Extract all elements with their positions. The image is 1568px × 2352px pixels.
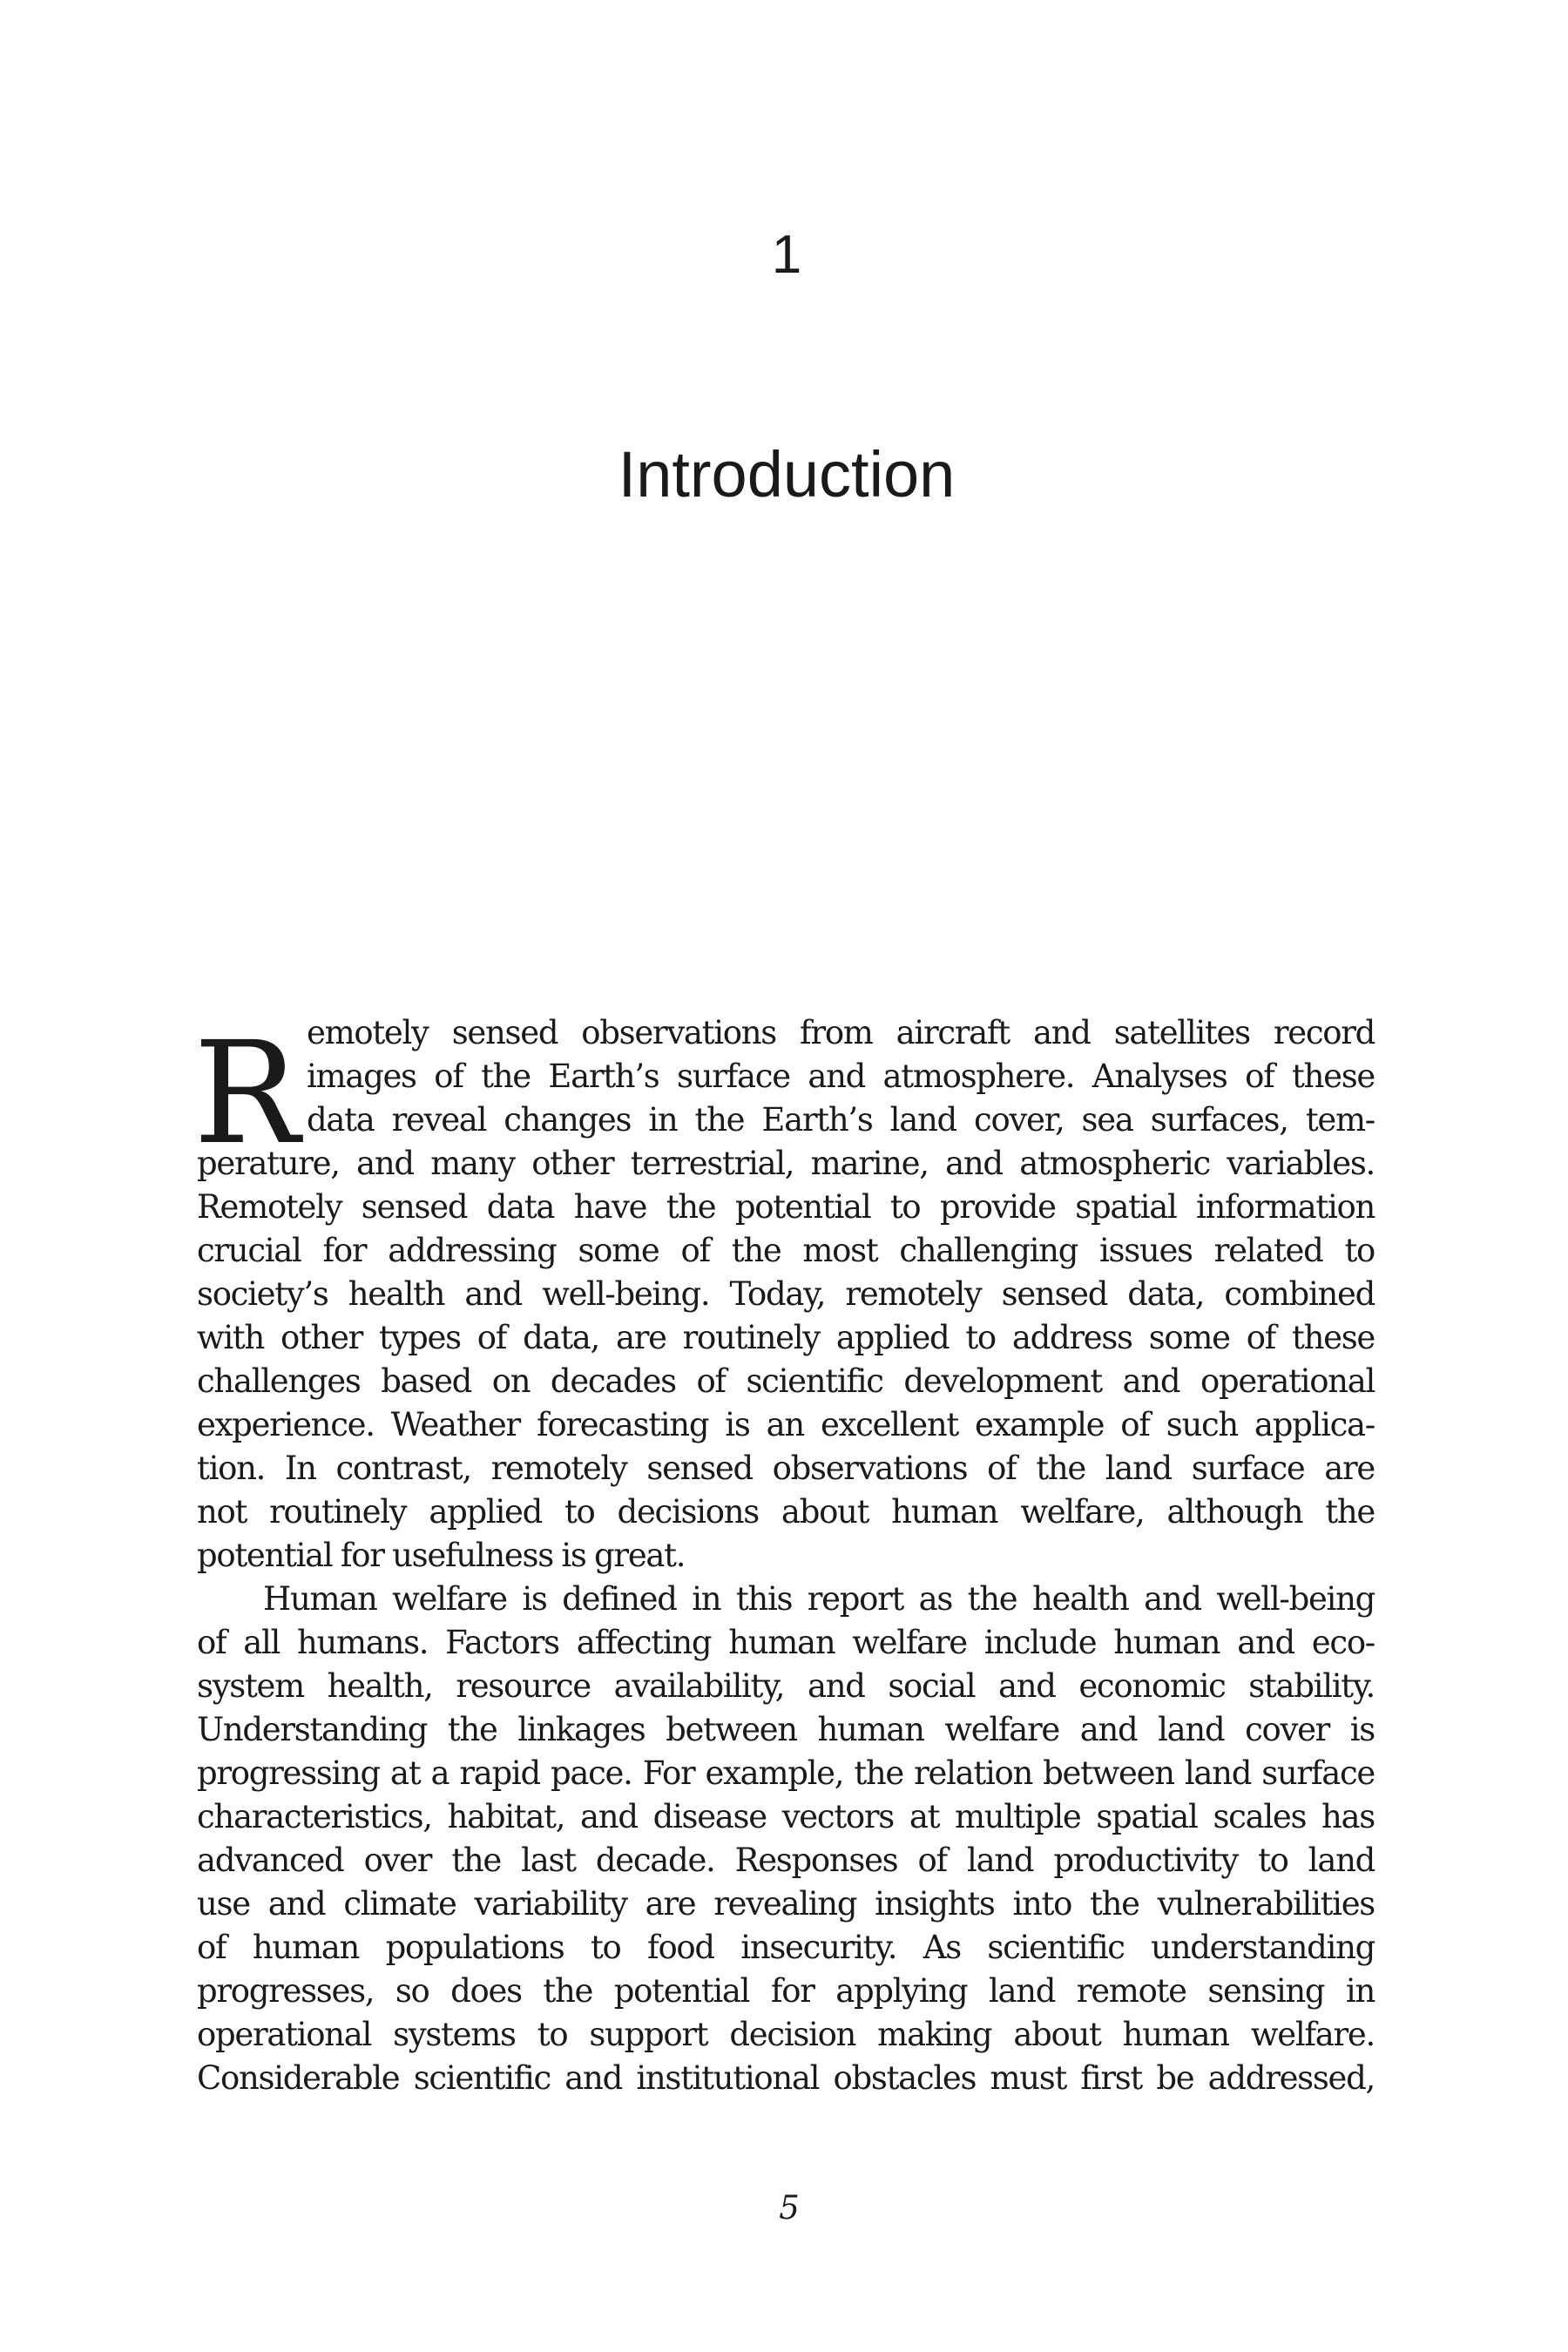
text-line: challenges based on decades of scientific development and operational: [197, 1362, 1375, 1400]
text-line: progresses, so does the potential for applying land remote sensing in: [197, 1972, 1375, 2010]
text-line: Considerable scientific and institutional obstacles must first be addressed,: [197, 2059, 1375, 2097]
text-line: of human populations to food insecurity. As scientific understanding: [197, 1929, 1375, 1966]
text-line: operational systems to support decision making about human welfare.: [197, 2016, 1375, 2053]
text-line: Human welfare is defined in this report as the health and well-being: [263, 1580, 1375, 1618]
text-line: images of the Earth’s surface and atmosphere. Analyses of these: [307, 1058, 1375, 1095]
paragraph-1: [197, 1011, 1375, 1578]
text-line: data reveal changes in the Earth’s land cover, sea surfaces, tem-: [307, 1101, 1375, 1139]
text-line: emotely sensed observations from aircraft and satellites record: [307, 1014, 1375, 1051]
text-line: advanced over the last decade. Responses of land productivity to land: [197, 1842, 1375, 1879]
chapter-title: Introduction: [618, 438, 956, 510]
text-line: with other types of data, are routinely applied to address some of these: [197, 1319, 1375, 1356]
text-line: tion. In contrast, remotely sensed observations of the land surface are: [197, 1450, 1375, 1487]
drop-cap: R: [193, 1012, 299, 1176]
paragraph-2: [197, 1578, 1375, 2100]
text-line: perature, and many other terrestrial, marine, and atmospheric variables.: [197, 1145, 1375, 1182]
text-line: experience. Weather forecasting is an excellent example of such applica-: [197, 1406, 1375, 1443]
text-line: potential for usefulness is great.: [197, 1537, 686, 1574]
text-line: of all humans. Factors affecting human welfare include human and eco-: [197, 1624, 1375, 1661]
text-line: system health, resource availability, and social and economic stability.: [197, 1667, 1375, 1705]
text-line: Remotely sensed data have the potential to provide spatial information: [197, 1188, 1375, 1226]
text-line: not routinely applied to decisions about human welfare, although the: [197, 1493, 1375, 1531]
text-line: crucial for addressing some of the most challenging issues related to: [197, 1232, 1375, 1269]
page-number: 5: [779, 2189, 800, 2227]
text-line: society’s health and well-being. Today, remotely sensed data, combined: [197, 1275, 1375, 1313]
chapter-number: 1: [771, 225, 802, 285]
text-line: Understanding the linkages between human welfare and land cover is: [197, 1711, 1375, 1748]
body-text: [193, 1011, 1375, 2100]
text-line: use and climate variability are revealing insights into the vulnerabilities: [197, 1885, 1375, 1923]
text-line: characteristics, habitat, and disease vectors at multiple spatial scales has: [197, 1798, 1375, 1835]
text-line: progressing at a rapid pace. For example, the relation between land surface: [197, 1754, 1375, 1792]
